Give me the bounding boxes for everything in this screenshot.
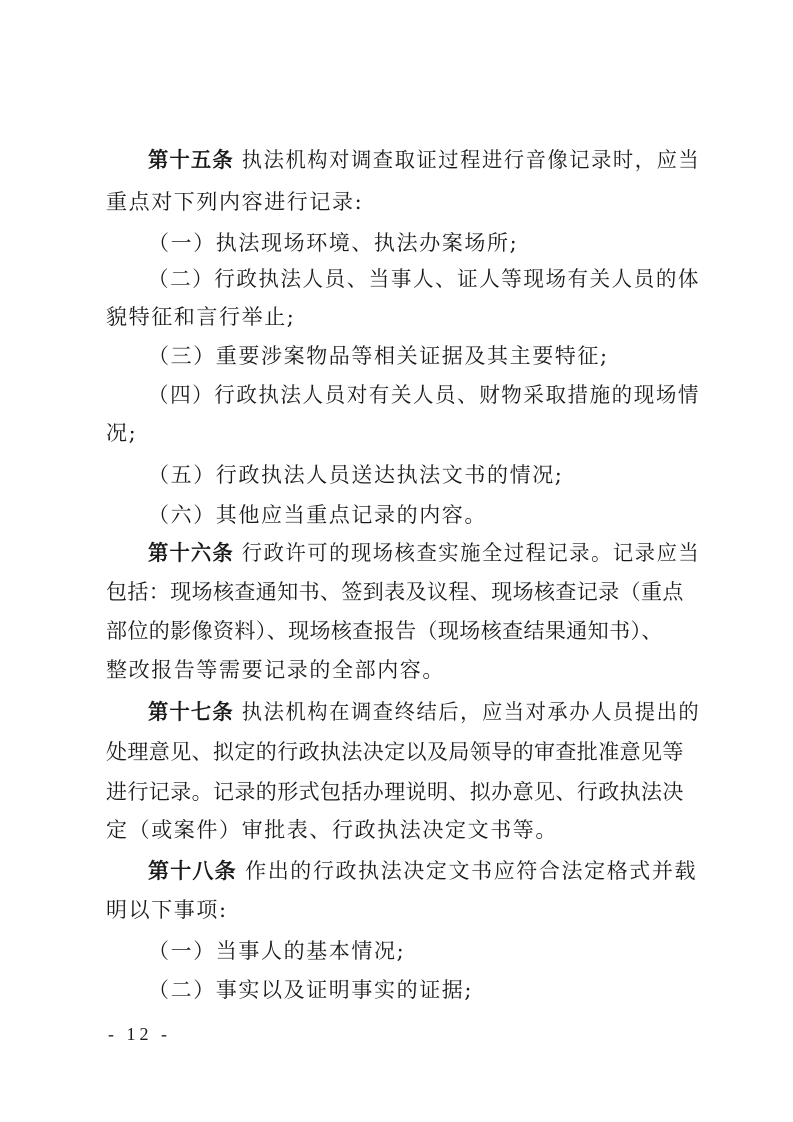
article-15-line-2: 重点对下列内容进行记录: [106, 190, 364, 214]
article-15-item-4-cont: 况; [106, 421, 138, 445]
article-18-title: 第十八条 [148, 859, 237, 883]
article-17-line-2: 处理意见、拟定的行政执法决定以及局领导的审查批准意见等 [106, 740, 684, 764]
article-16-title: 第十六条 [148, 541, 234, 565]
article-15-item-2: （二）行政执法人员、当事人、证人等现场有关人员的体 [148, 267, 701, 291]
article-17-title: 第十七条 [148, 700, 234, 724]
article-17-line-4: 定（或案件）审批表、行政执法决定文书等。 [106, 818, 558, 842]
article-18-item-2: （二）事实以及证明事实的证据; [148, 978, 474, 1002]
article-15-item-6: （六）其他应当重点记录的内容。 [148, 503, 487, 527]
article-18-item-1: （一）当事人的基本情况; [148, 939, 406, 963]
article-16-line-1 [148, 538, 700, 568]
article-16-line-3: 部位的影像资料）、现场核查报告（现场核查结果通知书）、 [106, 619, 663, 643]
article-15-text-1: 执法机构对调查取证过程进行音像记录时，应当 [241, 148, 701, 172]
article-15-item-4: （四）行政执法人员对有关人员、财物采取措施的现场情 [148, 383, 701, 407]
article-16-line-2: 包括：现场核查通知书、签到表及议程、现场核查记录（重点 [106, 580, 684, 604]
article-18-text-1: 作出的行政执法决定文书应符合法定格式并载 [245, 859, 698, 883]
article-15-item-2-cont: 貌特征和言行举止; [106, 305, 296, 329]
page-number: - 12 - [108, 1024, 171, 1044]
article-16-line-4: 整改报告等需要记录的全部内容。 [106, 658, 445, 682]
article-15-item-5: （五）行政执法人员送达执法文书的情况; [148, 463, 564, 487]
article-15-line-1 [148, 145, 700, 175]
article-17-text-1: 执法机构在调查终结后，应当对承办人员提出的 [241, 700, 701, 724]
article-15-title: 第十五条 [148, 148, 234, 172]
article-16-text-1: 行政许可的现场核查实施全过程记录。记录应当 [241, 541, 701, 565]
article-15-item-3: （三）重要涉案物品等相关证据及其主要特征; [148, 344, 609, 368]
article-15-item-1: （一）执法现场环境、执法办案场所; [148, 231, 519, 255]
article-17-line-1 [148, 697, 700, 727]
article-18-line-2: 明以下事项: [106, 898, 228, 922]
article-17-line-3: 进行记录。记录的形式包括办理说明、拟办意见、行政执法决 [106, 780, 684, 804]
article-18-line-1 [148, 856, 697, 886]
